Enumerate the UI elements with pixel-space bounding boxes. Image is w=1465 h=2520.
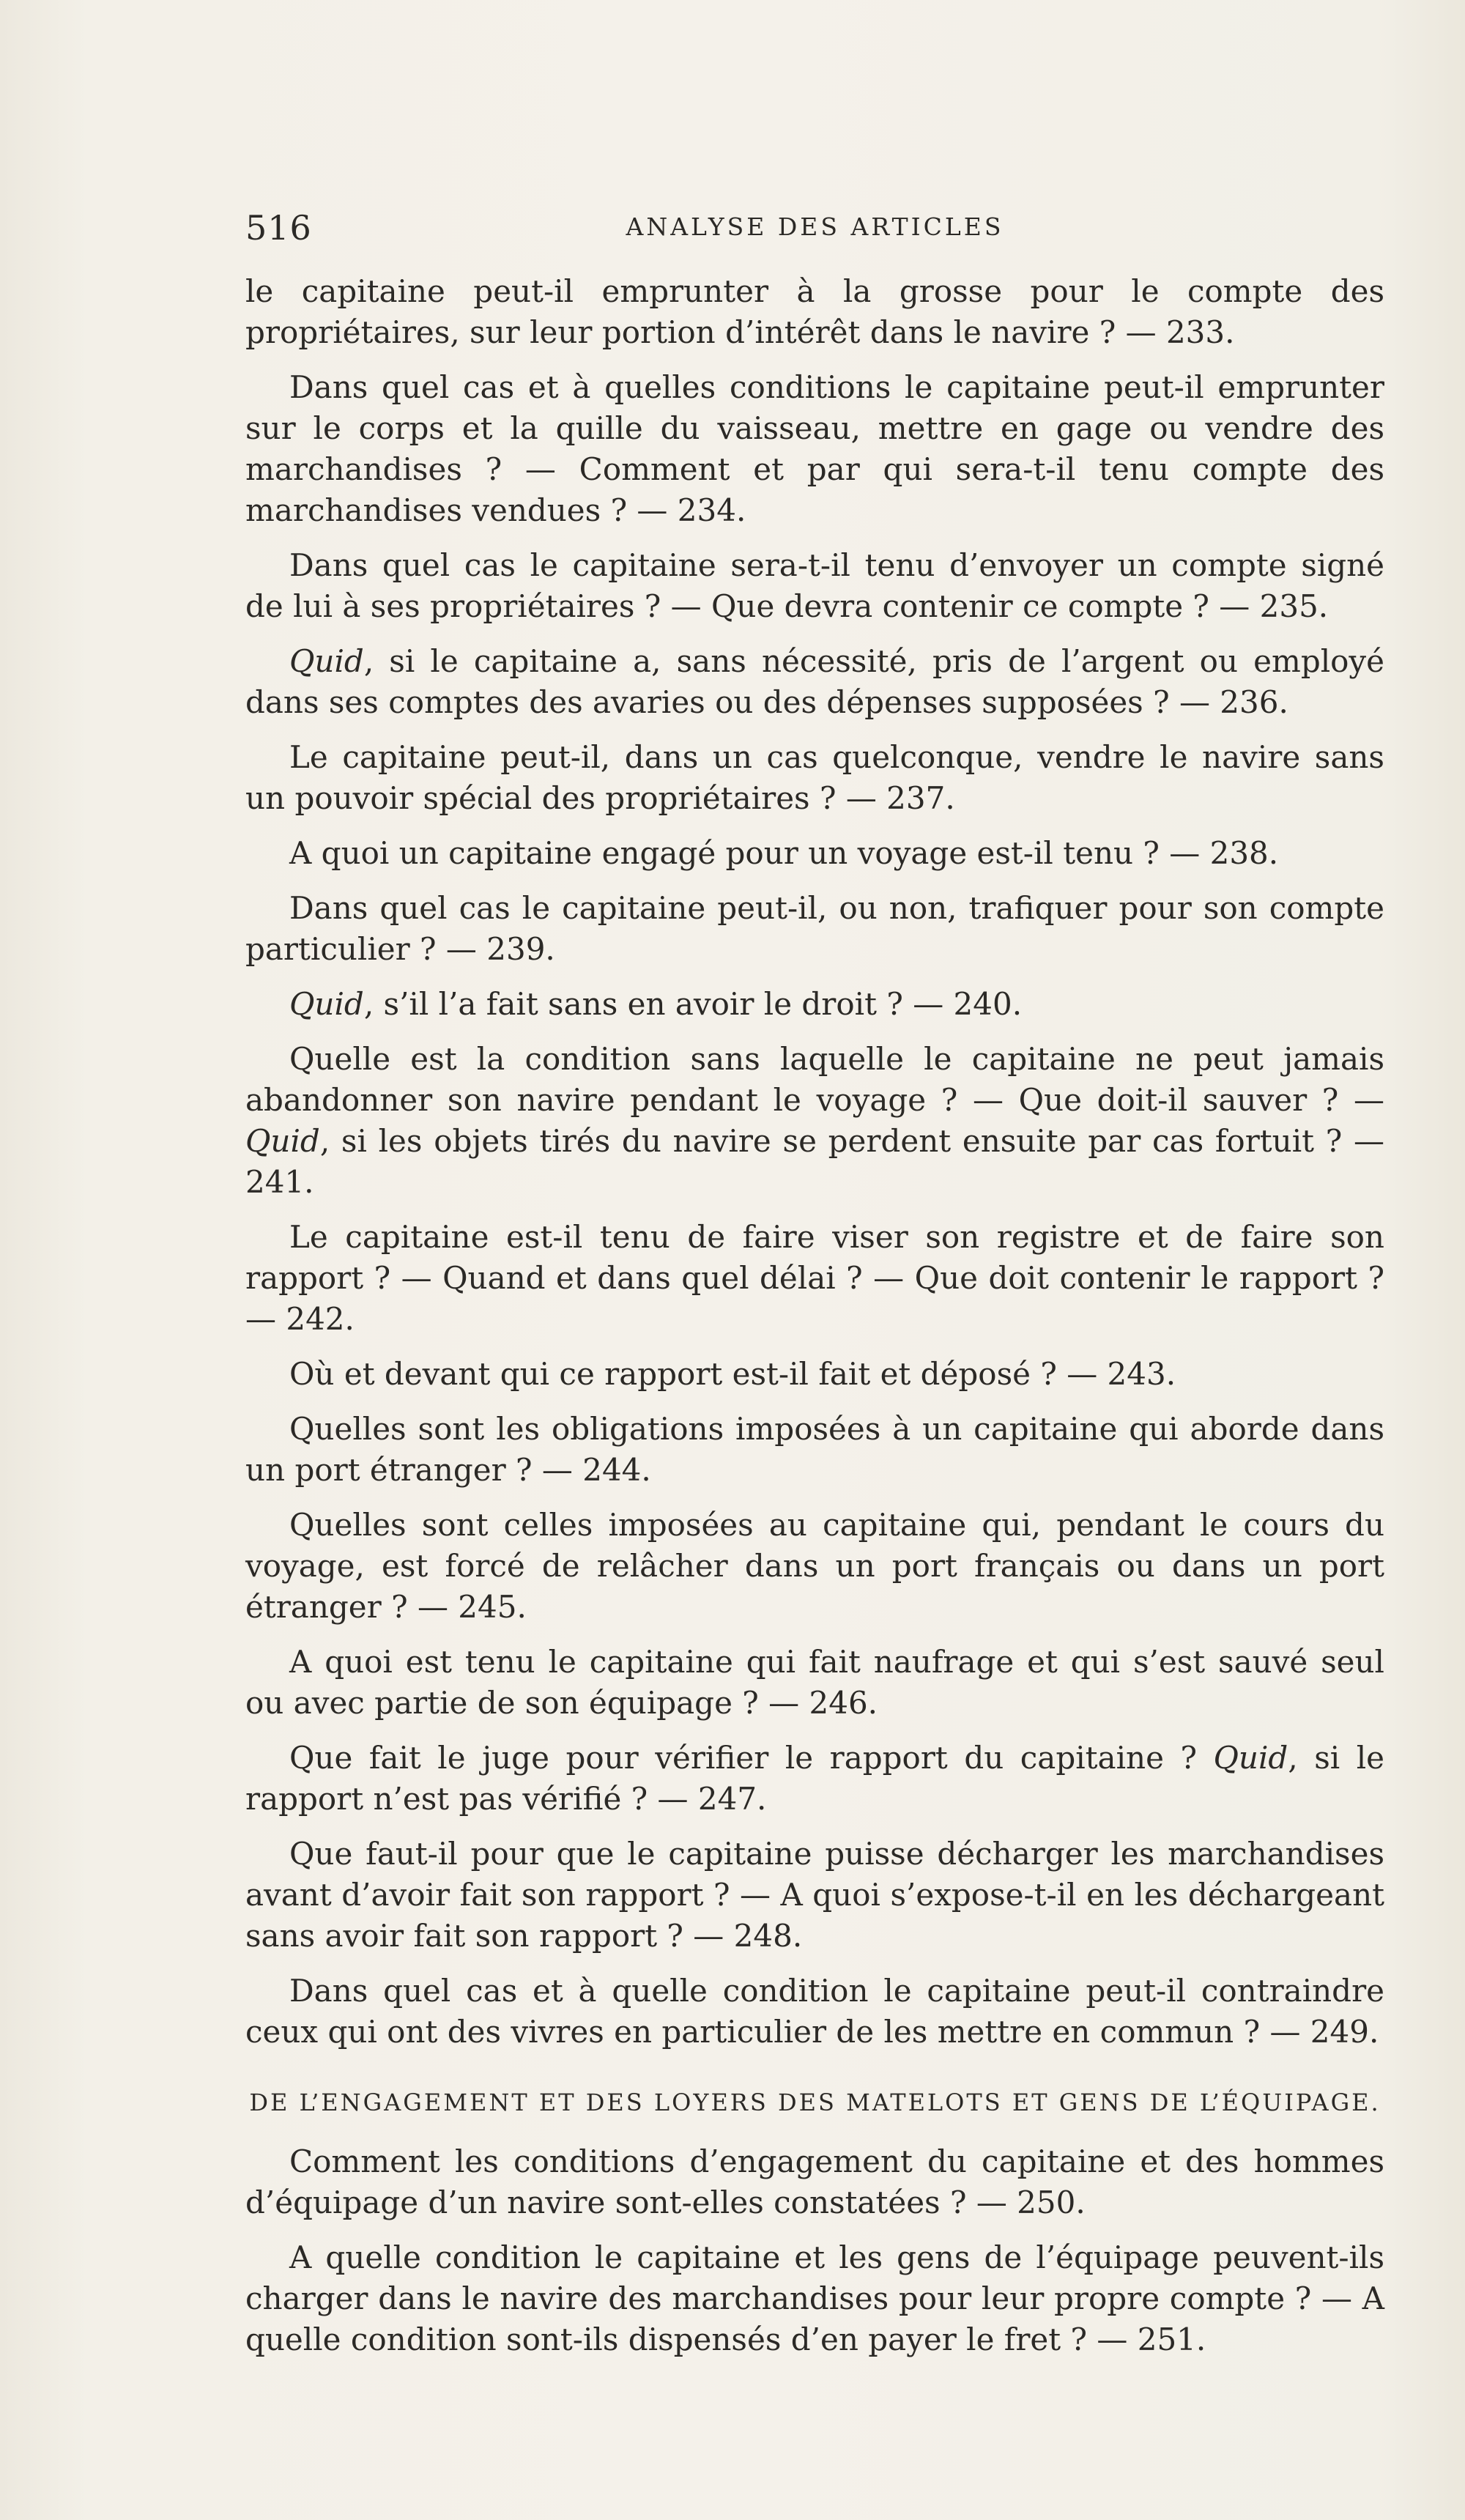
paragraph [245, 1738, 1384, 1820]
text-run: Quelle est la condition sans laquelle le capitaine ne peut jamais abandonner son navire pendant le voyage ? — Que doit-il sauver ? — [245, 1041, 1384, 1118]
text-run: A quelle condition le capitaine et les gens de l’équipage peuvent-ils charger dans le navire des marchandises pour leur propre compte ? — A quelle condition sont-ils dispensés d’en payer le fret ? — 251. [245, 2239, 1384, 2357]
paragraph [245, 1217, 1384, 1340]
paragraph [245, 545, 1384, 627]
text-run: Comment les conditions d’engagement du capitaine et des hommes d’équipage d’un navire sont-elles constatées ? — 250. [245, 2143, 1384, 2220]
paragraph [245, 1409, 1384, 1491]
paragraph [245, 1971, 1384, 2053]
text-run: A quoi un capitaine engagé pour un voyage est-il tenu ? — 238. [289, 835, 1279, 871]
text-run: A quoi est tenu le capitaine qui fait naufrage et qui s’est sauvé seul ou avec partie de son équipage ? — 246. [245, 1644, 1384, 1721]
paragraph [245, 833, 1384, 874]
paragraph [245, 888, 1384, 970]
paragraph [245, 1039, 1384, 1203]
paragraph [245, 2141, 1384, 2223]
text-run: Le capitaine est-il tenu de faire viser son registre et de faire son rapport ? — Quand et dans quel délai ? — Que doit contenir le rapport ? — 242. [245, 1219, 1384, 1337]
text-run: Que fait le juge pour vérifier le rapport du capitaine ? [289, 1740, 1214, 1776]
running-head [245, 198, 1384, 249]
text-run: , si les objets tirés du navire se perdent ensuite par cas fortuit ? — 241. [245, 1123, 1384, 1200]
running-title: ANALYSE DES ARTICLES [626, 212, 1004, 241]
paragraph [245, 2237, 1384, 2360]
text-run: , si le capitaine a, sans nécessité, pris de l’argent ou employé dans ses comptes des avaries ou des dépenses supposées ? — 236. [245, 643, 1384, 720]
text-run: , s’il l’a fait sans en avoir le droit ? — 240. [363, 986, 1023, 1022]
text-run: Dans quel cas le capitaine peut-il, ou non, trafiquer pour son compte particulier ? — 239. [245, 890, 1384, 967]
paragraph [245, 1642, 1384, 1724]
section-paragraph-list [245, 2141, 1384, 2360]
text-run: Dans quel cas le capitaine sera-t-il tenu d’envoyer un compte signé de lui à ses propriétaires ? — Que devra contenir ce compte ? — 235. [245, 547, 1384, 624]
text-run: Où et devant qui ce rapport est-il fait et déposé ? — 243. [289, 1356, 1176, 1392]
text-run: Le capitaine peut-il, dans un cas quelconque, vendre le navire sans un pouvoir spécial des propriétaires ? — 237. [245, 739, 1384, 816]
text-run: , si le rapport n’est pas vérifié ? — 247. [245, 1740, 1384, 1817]
paragraph [245, 641, 1384, 723]
paragraph [245, 1834, 1384, 1957]
text-run: Dans quel cas et à quelles conditions le capitaine peut-il emprunter sur le corps et la quille du vaisseau, mettre en gage ou vendre des marchandises ? — Comment et par qui sera-t-il tenu compte des marchandises vendues ? — 234. [245, 369, 1384, 528]
page-number: 516 [245, 208, 312, 248]
text-run: le capitaine peut-il emprunter à la grosse pour le compte des propriétaires, sur leur portion d’intérêt dans le navire ? — 233. [245, 273, 1384, 350]
paragraph [245, 1505, 1384, 1628]
paragraph-list [245, 271, 1384, 2053]
text-block [245, 198, 1384, 2374]
text-run: Que faut-il pour que le capitaine puisse décharger les marchandises avant d’avoir fait son rapport ? — A quoi s’expose-t-il en les déchargeant sans avoir fait son rapport ? — 248. [245, 1836, 1384, 1954]
paragraph [245, 984, 1384, 1025]
italic-term: Quid [245, 1123, 320, 1159]
italic-term: Quid [1213, 1740, 1288, 1776]
italic-term: Quid [289, 643, 364, 679]
text-run: Dans quel cas et à quelle condition le capitaine peut-il contraindre ceux qui ont des vivres en particulier de les mettre en commun ? — 249. [245, 1973, 1384, 2050]
paragraph [245, 1354, 1384, 1395]
paragraph [245, 271, 1384, 353]
paragraph [245, 737, 1384, 819]
text-run: Quelles sont les obligations imposées à un capitaine qui aborde dans un port étranger ? — 244. [245, 1411, 1384, 1488]
paragraph [245, 367, 1384, 531]
text-run: Quelles sont celles imposées au capitaine qui, pendant le cours du voyage, est forcé de relâcher dans un port français ou dans un port étranger ? — 245. [245, 1507, 1384, 1625]
italic-term: Quid [289, 986, 364, 1022]
section-heading: DE L’ENGAGEMENT ET DES LOYERS DES MATELOTS ET GENS DE L’ÉQUIPAGE. [249, 2089, 1381, 2116]
